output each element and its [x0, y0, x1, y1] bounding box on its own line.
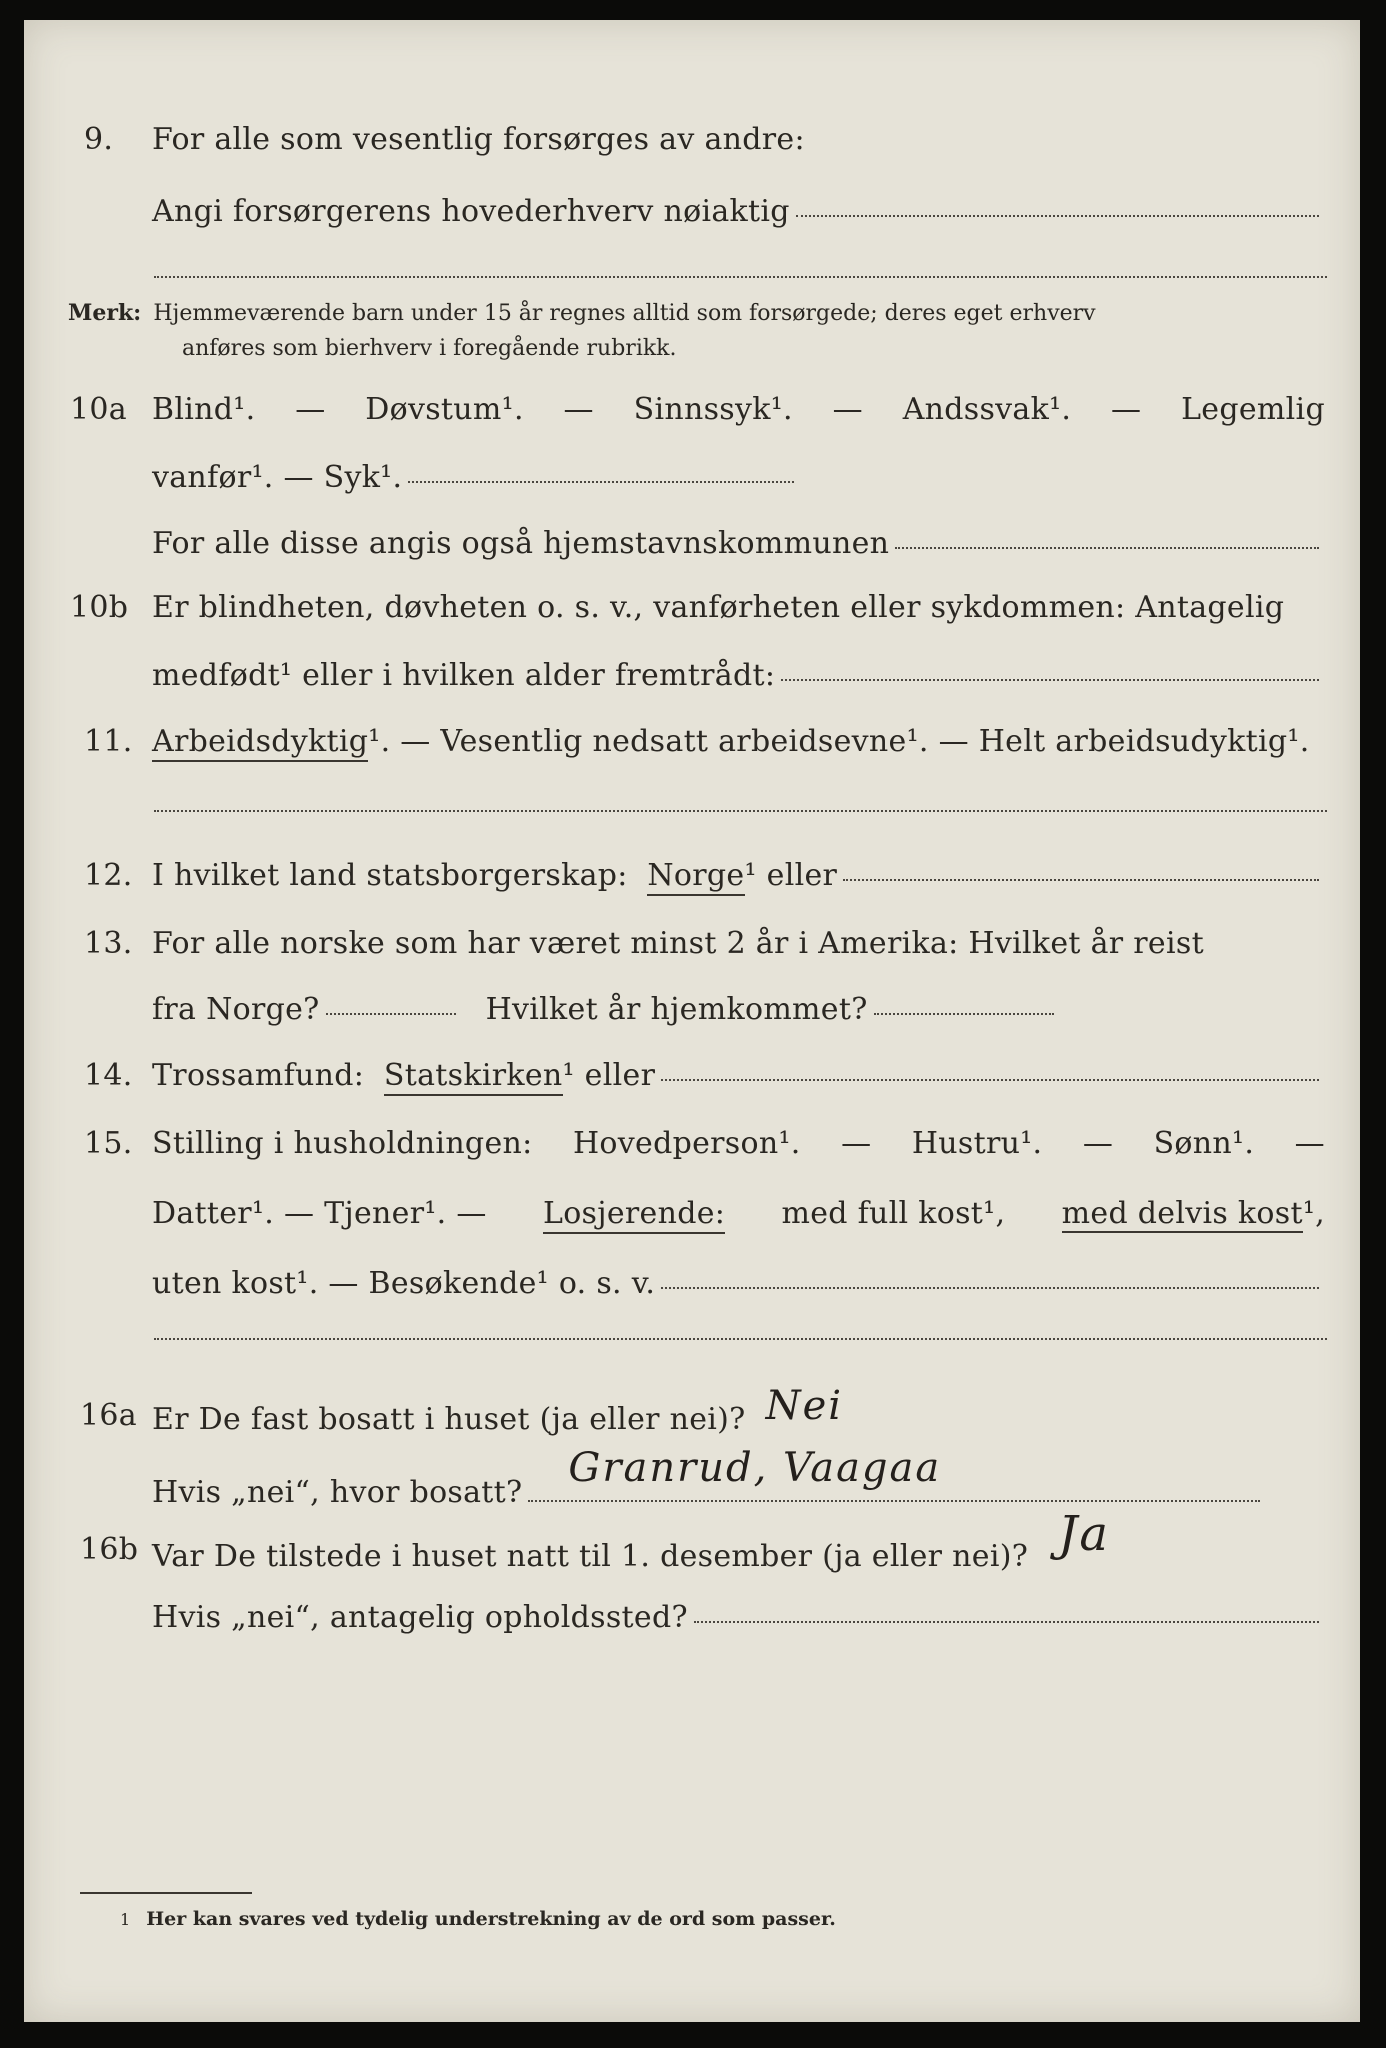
q16b-number: 16b: [80, 1532, 139, 1567]
q13-hjemkommet: Hvilket år hjemkommet?: [485, 992, 868, 1027]
q12-number: 12.: [84, 858, 133, 893]
q11-line: [24, 718, 1360, 766]
answer-line[interactable]: [694, 1621, 1319, 1623]
q12-text: I hvilket land statsborgerskap:: [152, 858, 628, 893]
footnote-rule: [80, 1892, 252, 1894]
dash: —: [832, 392, 863, 427]
answer-line[interactable]: [661, 1287, 1319, 1289]
q9-number: 9.: [84, 122, 114, 157]
answer-line[interactable]: [154, 810, 1327, 812]
answer-line[interactable]: [796, 215, 1319, 217]
q11-options[interactable]: ¹. — Vesentlig nedsatt arbeidsevne¹. — Helt arbeidsudyktig¹.: [368, 724, 1310, 759]
footnote: [120, 1904, 836, 1935]
q16b-question: Var De tilstede i huset natt til 1. desember (ja eller nei)?: [152, 1539, 1029, 1574]
q10b-line1: [24, 584, 1360, 632]
q16b-opholdssted: Hvis „nei“, antagelig opholdssted?: [152, 1600, 688, 1635]
dash: —: [841, 1126, 872, 1161]
option-hustru[interactable]: Hustru¹.: [911, 1126, 1043, 1161]
answer-line[interactable]: [326, 1013, 456, 1015]
q15-text: Stilling i husholdningen:: [152, 1126, 533, 1161]
option-statskirken-underlined[interactable]: Statskirken: [384, 1058, 563, 1096]
option-vanfor-syk[interactable]: vanfør¹. — Syk¹.: [152, 460, 403, 495]
q14-eller: ¹ eller: [562, 1058, 656, 1093]
q13-text: For alle norske som har været minst 2 år i Amerika: Hvilket år reist: [152, 926, 1204, 961]
q16b-line2: [24, 1594, 1360, 1642]
merk-text-1: Hjemmeværende barn under 15 år regnes alltid som forsørgede; deres eget erhverv: [153, 301, 1096, 326]
q16a-line2: [24, 1445, 1360, 1510]
footnote-text: Her kan svares ved tydelig understrekning av de ord som passer.: [146, 1908, 836, 1930]
q12-line: [24, 852, 1360, 900]
q14-number: 14.: [84, 1058, 133, 1093]
q16a-number: 16a: [80, 1398, 137, 1433]
q10b-number: 10b: [70, 590, 129, 625]
answer-line[interactable]: [895, 547, 1319, 549]
q16a-bosatt-answer-handwritten[interactable]: Granrud, Vaagaa: [568, 1445, 942, 1491]
option-legemlig[interactable]: Legemlig: [1181, 392, 1325, 427]
q14-text: Trossamfund:: [152, 1058, 365, 1093]
q11-number: 11.: [84, 724, 133, 759]
q10a-line3: [24, 520, 1360, 568]
option-delvis-kost-underlined[interactable]: med delvis kost: [1061, 1196, 1303, 1231]
option-arbeidsdyktig-underlined[interactable]: Arbeidsdyktig: [152, 724, 368, 762]
q9-question: Angi forsørgerens hovederhverv nøiaktig: [152, 194, 790, 229]
option-uten-kost-besokende[interactable]: uten kost¹. — Besøkende¹ o. s. v.: [152, 1266, 656, 1301]
answer-line[interactable]: [154, 276, 1327, 278]
option-losjerende-underlined[interactable]: Losjerende:: [543, 1196, 725, 1234]
q13-line1: [24, 920, 1360, 968]
q10a-line2: [24, 454, 1360, 502]
q15-line2: [24, 1190, 1360, 1238]
answer-line[interactable]: [154, 1338, 1327, 1340]
census-form-page: [24, 20, 1360, 2022]
q16a-line1: [24, 1383, 1360, 1440]
option-blind[interactable]: Blind¹.: [152, 392, 256, 427]
option-full-kost[interactable]: med full kost¹,: [781, 1196, 1006, 1231]
q14-line: [24, 1052, 1360, 1100]
merk-note: [68, 296, 1328, 366]
option-datter-tjener[interactable]: Datter¹. — Tjener¹. —: [152, 1196, 487, 1231]
q10b-line2: [24, 652, 1360, 700]
option-andssvak[interactable]: Andssvak¹.: [902, 392, 1072, 427]
q10b-text: Er blindheten, døvheten o. s. v., vanførheten eller sykdommen: Antagelig: [152, 590, 1285, 625]
option-dovstum[interactable]: Døvstum¹.: [365, 392, 524, 427]
q10a-number: 10a: [70, 392, 127, 427]
dash: —: [1111, 392, 1142, 427]
answer-line[interactable]: [781, 679, 1319, 681]
q16b-answer-handwritten[interactable]: Ja: [1058, 1506, 1110, 1562]
answer-line[interactable]: [661, 1079, 1319, 1081]
q15-line1: [24, 1120, 1360, 1168]
q16a-bosatt: Hvis „nei“, hvor bosatt?: [152, 1475, 523, 1510]
q10a-line1: [24, 386, 1360, 434]
dash: —: [1294, 1126, 1325, 1161]
dash: —: [1082, 1126, 1114, 1161]
q16a-answer-handwritten[interactable]: Nei: [765, 1383, 844, 1429]
dash: —: [295, 392, 326, 427]
q12-eller: ¹ eller: [744, 858, 838, 893]
q9-line1: [24, 116, 1360, 164]
q15-line3: [24, 1260, 1360, 1308]
q16a-question: Er De fast bosatt i huset (ja eller nei)?: [152, 1402, 746, 1437]
q13-line2: [24, 986, 1360, 1034]
q16b-line1: [24, 1506, 1360, 1574]
q9-text: For alle som vesentlig forsørges av andre:: [152, 122, 805, 157]
option-sinnssyk[interactable]: Sinnssyk¹.: [633, 392, 793, 427]
option-norge-underlined[interactable]: Norge: [647, 858, 744, 896]
answer-line[interactable]: [874, 1013, 1054, 1015]
answer-line[interactable]: [408, 481, 794, 483]
option-sonn[interactable]: Sønn¹.: [1153, 1126, 1255, 1161]
q15-number: 15.: [84, 1126, 133, 1161]
answer-line[interactable]: [843, 879, 1319, 881]
q9-line2: [24, 188, 1360, 236]
footnote-number: 1: [120, 1910, 131, 1929]
q10a-hjemstavn: For alle disse angis også hjemstavnskommunen: [152, 526, 890, 561]
q13-reist: fra Norge?: [152, 992, 320, 1027]
footnote-mark: ¹,: [1302, 1196, 1325, 1231]
merk-text-2: anføres som bierhverv i foregående rubrikk.: [182, 336, 677, 361]
merk-label: Merk:: [68, 300, 142, 326]
q10b-question: medfødt¹ eller i hvilken alder fremtrådt:: [152, 658, 776, 693]
option-hovedperson[interactable]: Hovedperson¹.: [572, 1126, 801, 1161]
dash: —: [563, 392, 594, 427]
q13-number: 13.: [84, 926, 133, 961]
